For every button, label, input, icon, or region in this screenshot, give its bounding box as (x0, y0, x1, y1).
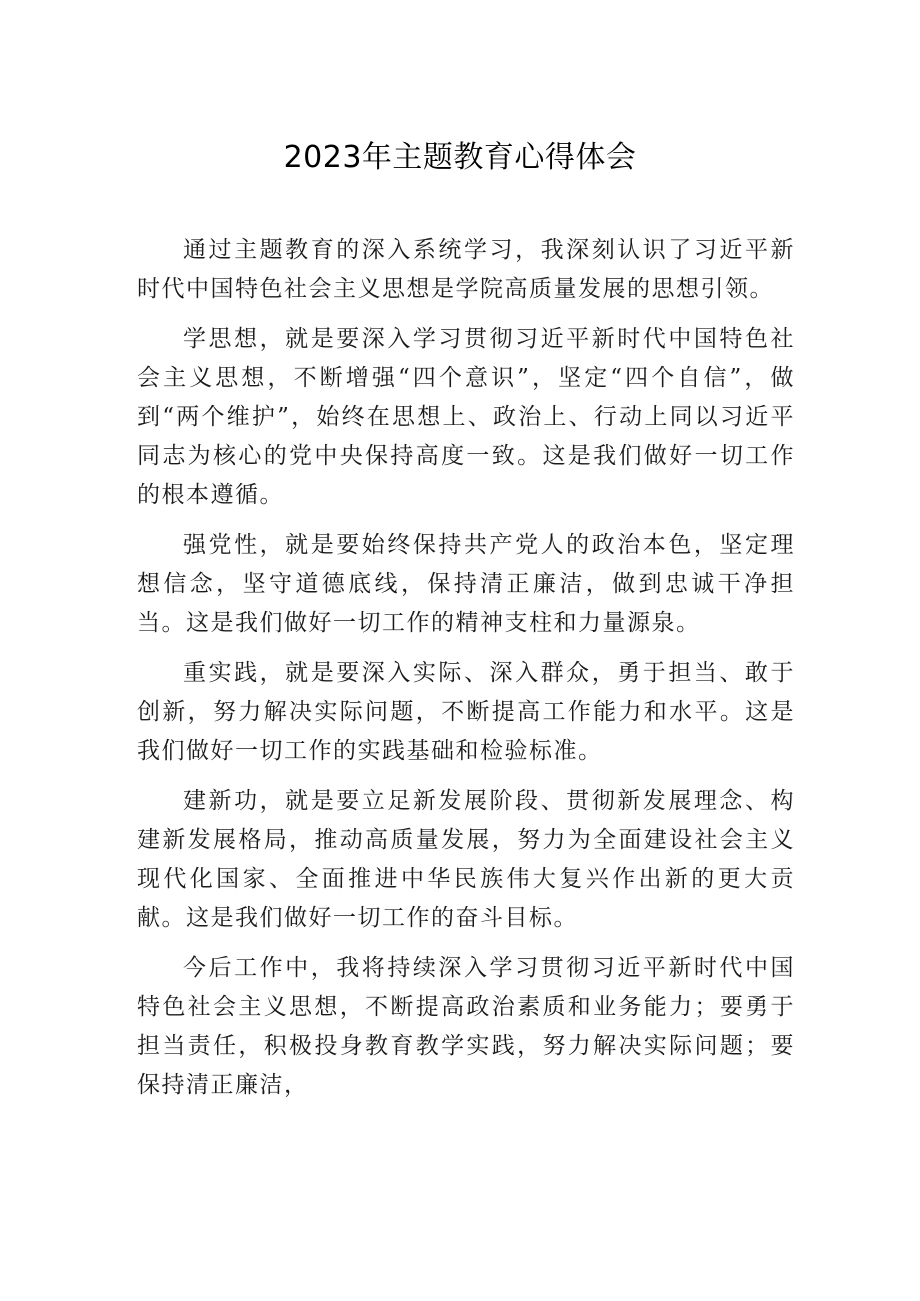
paragraph-new-achievements: 建新功，就是要立足新发展阶段、贯彻新发展理念、构建新发展格局，推动高质量发展，努力为全面建设社会主义现代化国家、全面推进中华民族伟大复兴作出新的更大贡献。这是我们做好一切工作的奋斗目标。 (137, 788, 795, 931)
paragraph-party-spirit: 强党性，就是要始终保持共产党人的政治本色，坚定理想信念，坚守道德底线，保持清正廉洁，做到忠诚干净担当。这是我们做好一切工作的精神支柱和力量源泉。 (137, 532, 795, 636)
paragraph-intro: 通过主题教育的深入系统学习，我深刻认识了习近平新时代中国特色社会主义思想是学院高质量发展的思想引领。 (137, 237, 795, 302)
paragraph-study-thought: 学思想，就是要深入学习贯彻习近平新时代中国特色社会主义思想，不断增强“四个意识”，坚定“四个自信”，做到“两个维护”，始终在思想上、政治上、行动上同以习近平同志为核心的党中央保持高度一致。这是我们做好一切工作的根本遵循。 (137, 326, 795, 508)
paragraph-future-work: 今后工作中，我将持续深入学习贯彻习近平新时代中国特色社会主义思想，不断提高政治素质和业务能力；要勇于担当责任，积极投身教育教学实践，努力解决实际问题；要保持清正廉洁， (137, 955, 795, 1098)
paragraph-practice: 重实践，就是要深入实际、深入群众，勇于担当、敢于创新，努力解决实际问题，不断提高工作能力和水平。这是我们做好一切工作的实践基础和检验标准。 (137, 660, 795, 764)
document-body (137, 231, 795, 1116)
document-title: 2023年主题教育心得体会 (283, 140, 637, 175)
